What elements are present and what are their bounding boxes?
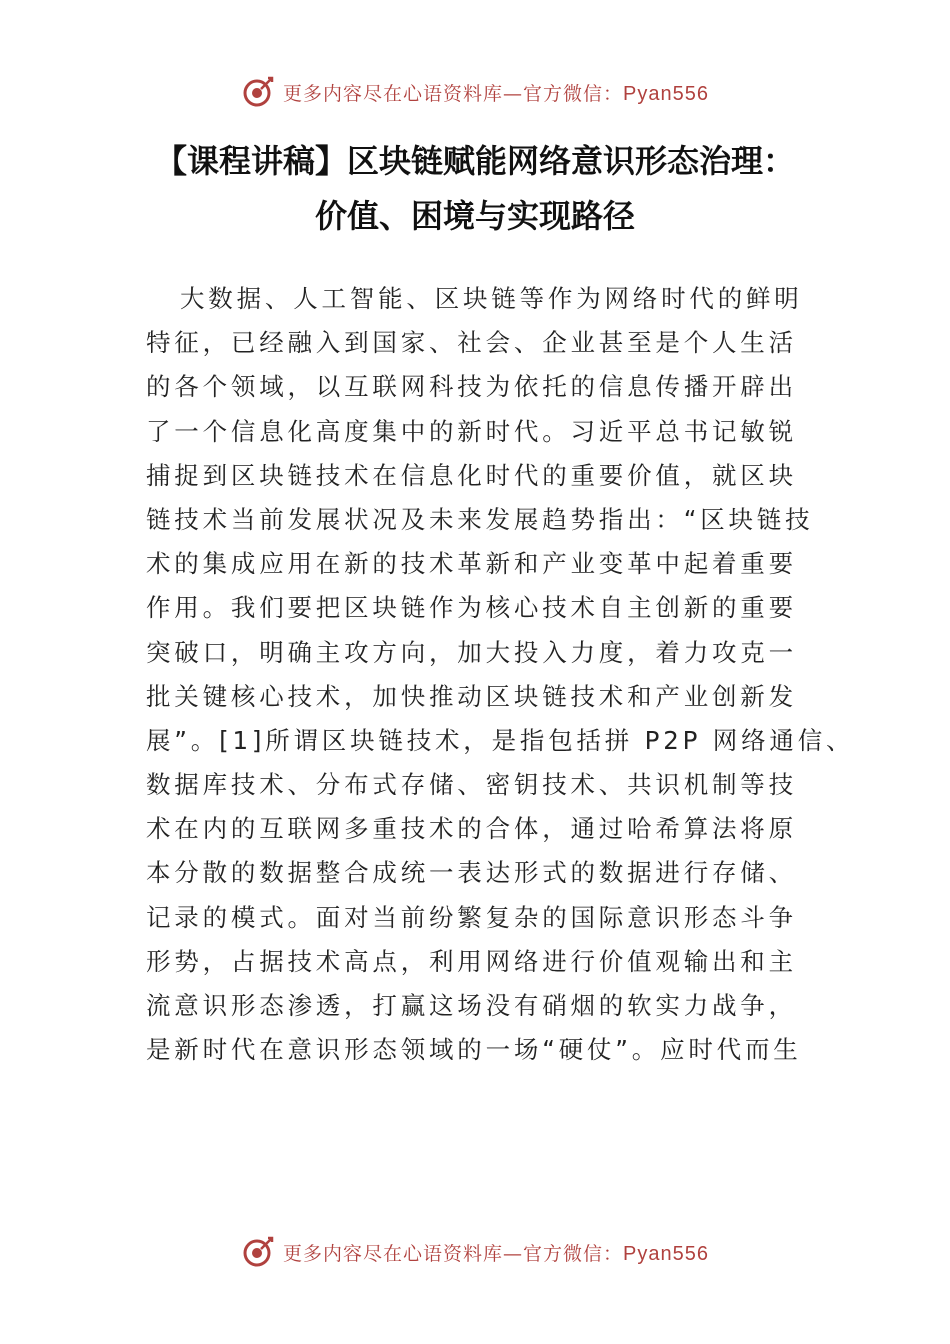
body-line: 术在内的互联网多重技术的合体，通过哈希算法将原: [146, 814, 797, 844]
banner-wechat-id: Pyan556: [623, 82, 709, 105]
footer-banner: [0, 1232, 950, 1272]
body-line: 数据库技术、分布式存储、密钥技术、共识机制等技: [146, 770, 797, 800]
body-line: 形势，占据技术高点，利用网络进行价值观输出和主: [146, 946, 797, 976]
brand-logo-icon: [241, 75, 275, 109]
banner-text: [283, 79, 709, 106]
title-line-2: 价值、困境与实现路径: [314, 197, 635, 235]
body-line: 链技术当前发展状况及未来发展趋势指出：“区块链技: [146, 504, 814, 534]
body-line: 记录的模式。面对当前纷繁复杂的国际意识形态斗争: [146, 902, 797, 932]
banner-text: [283, 1239, 709, 1266]
body-line: 捕捉到区块链技术在信息化时代的重要价值，就区块: [146, 460, 797, 490]
banner-label: 更多内容尽在心语资料库—官方微信：: [283, 82, 624, 105]
body-line: 了一个信息化高度集中的新时代。习近平总书记敏锐: [146, 416, 797, 446]
body-line: 展”。[1]所谓区块链技术，是指包括拼 P2P 网络通信、: [146, 725, 855, 755]
body-line: 流意识形态渗透，打赢这场没有硝烟的软实力战争，: [146, 991, 797, 1020]
body-line: 批关键核心技术，加快推动区块链技术和产业创新发: [146, 681, 797, 711]
document-title: [60, 134, 890, 244]
title-line-1: 【课程讲稿】区块链赋能网络意识形态治理：: [154, 142, 795, 180]
body-line: 本分散的数据整合成统一表达形式的数据进行存储、: [146, 858, 797, 888]
body-line: 突破口，明确主攻方向，加大投入力度，着力攻克一: [146, 637, 797, 667]
banner-wechat-id: Pyan556: [623, 1242, 709, 1265]
body-line: 是新时代在意识形态领域的一场“硬仗”。应时代而生: [146, 1035, 802, 1065]
body-paragraph: [146, 277, 855, 1072]
banner-label: 更多内容尽在心语资料库—官方微信：: [283, 1242, 624, 1265]
body-line: 的各个领域，以互联网科技为依托的信息传播开辟出: [146, 372, 797, 402]
brand-logo-icon: [241, 1235, 275, 1269]
body-line: 作用。我们要把区块链作为核心技术自主创新的重要: [146, 593, 797, 623]
body-line: 特征，已经融入到国家、社会、企业甚至是个人生活: [146, 328, 797, 358]
header-banner: [0, 72, 950, 112]
body-line: 术的集成应用在新的技术革新和产业变革中起着重要: [146, 549, 797, 579]
body-line: 大数据、人工智能、区块链等作为网络时代的鲜明: [180, 284, 803, 313]
